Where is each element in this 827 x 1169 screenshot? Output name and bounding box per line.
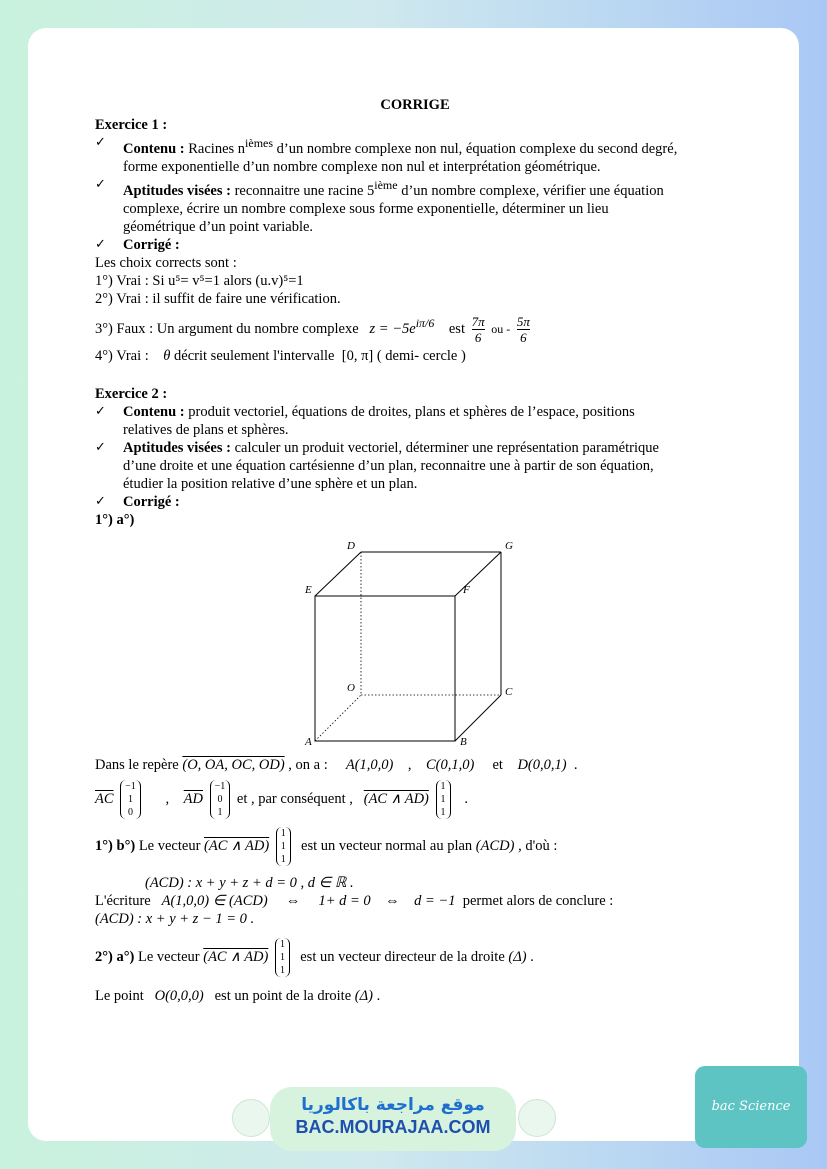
q2a-line: 2°) a°) Le vecteur (AC ∧ AD) 1 1 1 est un vecteur directeur de la droite (Δ) . — [95, 938, 534, 976]
footer-arabic-title: موقع مراجعة باكالوريا — [301, 1095, 485, 1115]
cube-label-b: B — [460, 735, 467, 748]
ex1-aptitudes: ✓ Aptitudes visées : reconnaitre une racine 5ième d’un nombre complexe, vérifier une équation complexe, écrire un nombre complexe sous forme exponentielle, déterminer un lieu géométrique d’un point variable. — [95, 176, 664, 235]
hidden-edge-ao — [315, 695, 361, 741]
checkmark-icon: ✓ — [95, 176, 106, 192]
ex2-heading: Exercice 2 : — [95, 385, 168, 402]
ex1-q3: 3°) Faux : Un argument du nombre complexe $z = -5e^{i\pi/6}$ est $\frac{7\pi}{6}$ ou - $\frac{5\pi}{6}$ — [95, 313, 530, 345]
ex1-q1: 1°) Vrai : Si u⁵= v⁵=1 alors (u.v)⁵=1 — [95, 272, 304, 289]
footer-site-banner[interactable] — [270, 1087, 516, 1151]
cube-label-f: F — [463, 583, 470, 596]
cube-label-a: A — [305, 735, 312, 748]
ex2-aptitudes: ✓ Aptitudes visées : calculer un produit vectoriel, déterminer une représentation paramétrique d’une droite et une équation cartésienne d’un plan, reconnaitre une à partir de son équation, étudier la position relative d’une sphère et un plan. — [95, 439, 659, 492]
ex2-corrige: ✓ Corrigé : — [95, 493, 180, 510]
equation-2: (ACD) : x + y + z − 1 = 0 . — [95, 910, 255, 927]
ex1-q2: 2°) Vrai : il suffit de faire une vérification. — [95, 290, 341, 307]
site-logo-icon — [518, 1099, 556, 1137]
checkmark-icon: ✓ — [95, 439, 106, 455]
footer-url[interactable]: BAC.MOURAJAA.COM — [295, 1117, 491, 1137]
point-line: Le point O(0,0,0) est un point de la droite (Δ) . — [95, 987, 381, 1004]
document-content — [95, 96, 735, 1005]
cube-label-c: C — [505, 685, 513, 698]
cube-label-e: E — [305, 583, 312, 596]
ex1-corrige: ✓ Corrigé : — [95, 236, 180, 253]
ex1-q4: 4°) Vrai : θ décrit seulement l'intervalle [0, π] ( demi- cercle ) — [95, 347, 466, 364]
edge-fg — [455, 552, 501, 596]
bac-science-badge: bac Science — [695, 1066, 807, 1148]
ex1-choix: Les choix corrects sont : — [95, 254, 237, 271]
cube-label-o: O — [347, 681, 355, 694]
ecriture-line: L'écriture A(1,0,0) ∈ (ACD) ⇔ 1+ d = 0 ⇔ d = −1 permet alors de conclure : — [95, 892, 614, 909]
ex1-heading: Exercice 1 : — [95, 117, 168, 133]
repere-line: Dans le repère (O, OA, OC, OD) , on a : A(1,0,0) , C(0,1,0) et D(0,0,1) . — [95, 756, 578, 773]
document-page — [28, 28, 799, 1141]
cube-label-g: G — [505, 539, 513, 552]
checkmark-icon: ✓ — [95, 236, 106, 252]
ex2-contenu: ✓ Contenu : produit vectoriel, équations de droites, plans et sphères de l’espace, positions relatives de plans et sphères. — [95, 403, 635, 438]
equation-1: (ACD) : x + y + z + d = 0 , d ∈ ℝ . — [145, 874, 354, 891]
q1b-line: 1°) b°) Le vecteur (AC ∧ AD) 1 1 1 est un vecteur normal au plan (ACD) , d'où : — [95, 827, 558, 865]
ex1-contenu: ✓ Contenu : Racines $n^{ièmes}$ d’un nombre complexe non nul, équation complexe du second degré, forme exponentielle d’un nombre complexe non nul et interprétation géométrique. — [95, 135, 678, 175]
cube-front-face — [315, 596, 455, 741]
checkmark-icon: ✓ — [95, 403, 106, 419]
cube-label-d: D — [347, 539, 355, 552]
vectors-line: $\overline{AC} -1$ 1 0 , $\overline{AD} -1$ 0 1 et , par conséquent , (AC ∧ AD) 1 1 1 . — [95, 780, 468, 818]
site-logo-icon — [232, 1099, 270, 1137]
checkmark-icon: ✓ — [95, 493, 106, 509]
checkmark-icon: ✓ — [95, 135, 106, 150]
page-title: CORRIGE — [380, 97, 450, 113]
edge-ed — [315, 552, 361, 596]
cube-figure — [285, 535, 513, 750]
edge-bc — [455, 695, 501, 741]
ex2-q1a: 1°) a°) — [95, 511, 135, 528]
